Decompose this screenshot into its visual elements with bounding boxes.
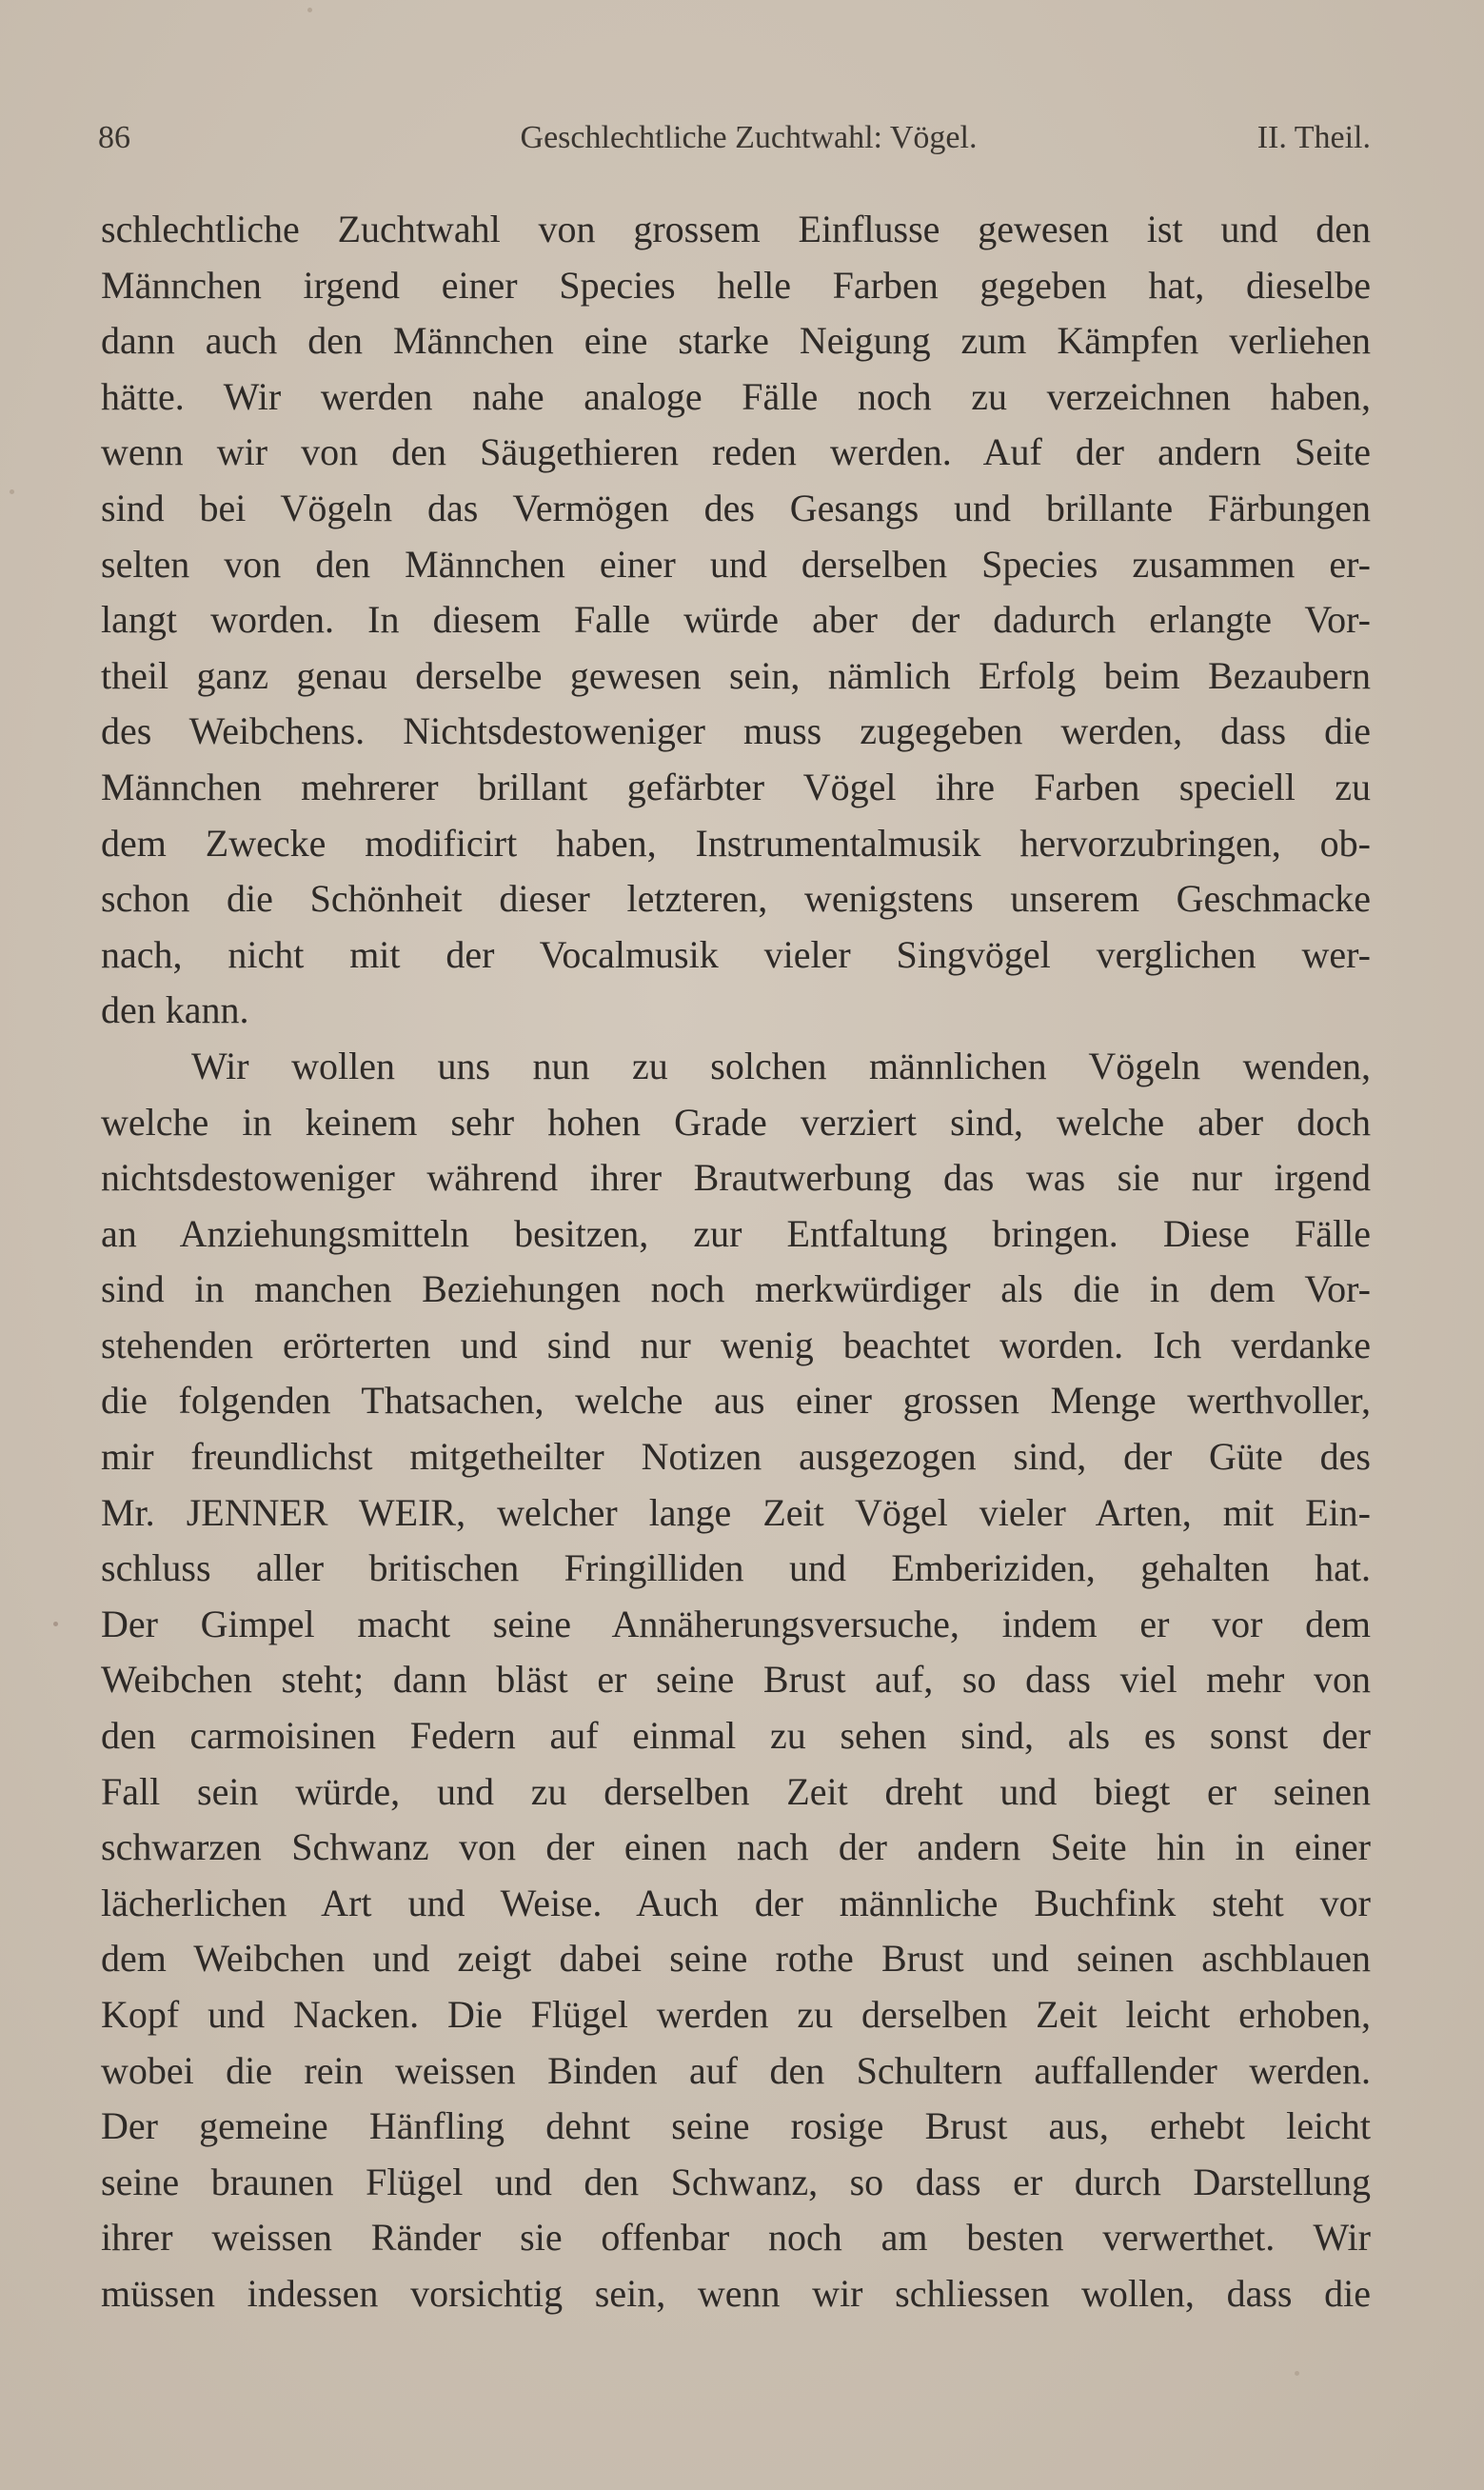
text-line: Männchen mehrerer brillant gefärbter Vögel ihre Farben speciell zu [101,765,1371,808]
text-line: lächerlichen Art und Weise. Auch der männliche Buchfink steht vor [101,1881,1371,1924]
text-line: an Anziehungsmitteln besitzen, zur Entfaltung bringen. Diese Fälle [101,1211,1371,1255]
paper-speck [53,1622,58,1626]
text-line: wenn wir von den Säugethieren reden werden. Auf der andern Seite [101,430,1371,474]
text-line: Der Gimpel macht seine Annäherungsversuche, indem er vor dem [101,1602,1371,1645]
text-line: Der gemeine Hänfling dehnt seine rosige Brust aus, erhebt leicht [101,2104,1371,2148]
text-line: müssen indessen vorsichtig sein, wenn wir schliessen wollen, dass die [101,2271,1371,2315]
text-line: ihrer weissen Ränder sie offenbar noch am besten verwerthet. Wir [101,2216,1371,2260]
paper-speck [1295,2371,1299,2376]
text-line: Kopf und Nacken. Die Flügel werden zu derselben Zeit leicht erhoben, [101,1993,1371,2036]
text-line: sind bei Vögeln das Vermögen des Gesangs und brillante Färbungen [101,486,1371,529]
text-line: theil ganz genau derselbe gewesen sein, nämlich Erfolg beim Bezaubern [101,653,1371,697]
text-line: schon die Schönheit dieser letzteren, wenigstens unserem Geschmacke [101,877,1371,921]
text-line: Fall sein würde, und zu derselben Zeit dreht und biegt er seinen [101,1769,1371,1813]
page-number: 86 [98,120,130,155]
paragraph [101,1039,1371,2322]
paper-speck [307,8,312,12]
text-line: Weibchen steht; dann bläst er seine Brust auf, so dass viel mehr von [101,1658,1371,1702]
text-line: dem Weibchen und zeigt dabei seine rothe Brust und seinen aschblauen [101,1937,1371,1981]
text-line: seine braunen Flügel und den Schwanz, so dass er durch Darstellung [101,2160,1371,2203]
text-line: den carmoisinen Federn auf einmal zu sehen sind, als es sonst der [101,1714,1371,1758]
text-line: selten von den Männchen einer und derselben Species zusammen er- [101,542,1371,586]
text-line: mir freundlichst mitgetheilter Notizen ausgezogen sind, der Güte des [101,1435,1371,1479]
text-line: stehenden erörterten und sind nur wenig beachtet worden. Ich verdanke [101,1323,1371,1366]
text-line: nichtsdestoweniger während ihrer Brautwerbung das was sie nur irgend [101,1156,1371,1200]
text-line: welche in keinem sehr hohen Grade verziert sind, welche aber doch [101,1100,1371,1144]
paragraph [101,202,1371,1039]
text-line: dann auch den Männchen eine starke Neigung zum Kämpfen verliehen [101,319,1371,363]
text-line: die folgenden Thatsachen, welche aus einer grossen Menge werthvoller, [101,1379,1371,1423]
text-line: schwarzen Schwanz von der einen nach der andern Seite hin in einer [101,1825,1371,1869]
section-label: II. Theil. [1256,120,1371,155]
paper-speck [10,489,14,494]
running-head [98,120,1371,166]
running-title: Geschlechtliche Zuchtwahl: Vögel. [520,120,978,155]
text-line: des Weibchens. Nichtsdestoweniger muss zugegeben werden, dass die [101,709,1371,753]
text-line: Wir wollen uns nun zu solchen männlichen Vögeln wenden, [191,1044,1371,1087]
text-line: dem Zwecke modificirt haben, Instrumentalmusik hervorzubringen, ob- [101,821,1371,865]
text-line: wobei die rein weissen Binden auf den Schultern auffallender werden. [101,2048,1371,2092]
text-line: sind in manchen Beziehungen noch merkwürdiger als die in dem Vor- [101,1267,1371,1311]
text-line: den kann. [101,988,249,1032]
text-line: Männchen irgend einer Species helle Farben gegeben hat, dieselbe [101,263,1371,307]
body-text [101,202,1371,2322]
text-line: schlechtliche Zuchtwahl von grossem Einflusse gewesen ist und den [101,208,1371,250]
text-line: nach, nicht mit der Vocalmusik vieler Singvögel verglichen wer- [101,932,1371,976]
text-line: schluss aller britischen Fringilliden und Emberiziden, gehalten hat. [101,1546,1371,1590]
text-line: hätte. Wir werden nahe analoge Fälle noch zu verzeichnen haben, [101,374,1371,418]
text-line: langt worden. In diesem Falle würde aber der dadurch erlangte Vor- [101,598,1371,642]
text-line: Mr. JENNER WEIR, welcher lange Zeit Vögel vieler Arten, mit Ein- [101,1490,1371,1534]
